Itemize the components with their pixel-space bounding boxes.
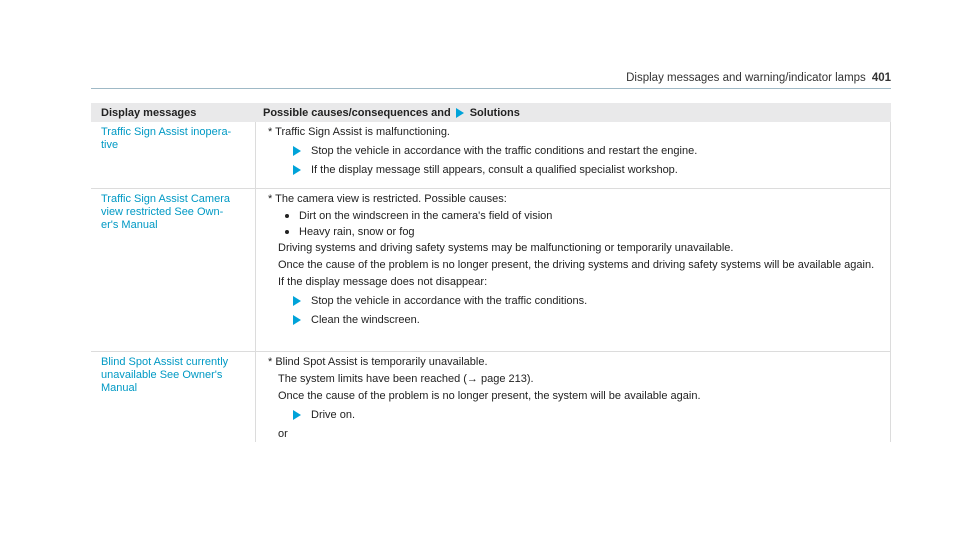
bullet-icon — [285, 214, 289, 218]
running-head — [626, 72, 891, 84]
bullet-text: Heavy rain, snow or fog — [299, 226, 415, 238]
cause-bullet — [285, 226, 882, 239]
message-cell — [91, 189, 256, 351]
arrow-right-icon — [293, 146, 301, 156]
causes-cell — [256, 189, 891, 351]
step-text: Stop the vehicle in accordance with the traffic conditions. — [311, 295, 588, 307]
header-causes-label: Possible causes/consequences and — [263, 106, 451, 119]
message-cell — [91, 122, 256, 188]
consequence-text: Once the cause of the problem is no longer present, the system will be available again. — [278, 390, 701, 402]
display-messages-table — [91, 103, 891, 442]
message-cell — [91, 352, 256, 442]
step-text: If the display message still appears, consult a qualified specialist workshop. — [311, 164, 678, 176]
condition-text: If the display message does not disappear: — [278, 276, 488, 288]
running-head-title: Display messages and warning/indicator lamps — [626, 72, 866, 84]
arrow-right-icon — [293, 296, 301, 306]
cause-text: * The camera view is restricted. Possible causes: — [268, 193, 507, 205]
table-header — [91, 103, 891, 122]
table-row — [91, 122, 891, 189]
message-text: Traffic Sign Assist inopera- tive — [101, 126, 232, 151]
step-text: Stop the vehicle in accordance with the traffic conditions and restart the engine. — [311, 145, 698, 157]
arrow-right-icon — [293, 410, 301, 420]
header-rule — [91, 88, 891, 89]
arrow-right-icon — [293, 165, 301, 175]
header-causes — [256, 107, 891, 119]
table-row — [91, 189, 891, 352]
header-display-messages: Display messages — [101, 106, 197, 119]
bullet-text: Dirt on the windscreen in the camera's field of vision — [299, 210, 553, 222]
solution-step — [293, 409, 882, 422]
page-number: 401 — [871, 72, 891, 84]
condition-text: or — [278, 428, 288, 440]
step-text: Drive on. — [311, 409, 356, 421]
solution-step — [293, 164, 882, 177]
step-text: Clean the windscreen. — [311, 314, 420, 326]
arrow-right-icon — [293, 315, 301, 325]
solution-step — [293, 295, 882, 308]
cause-text: * Blind Spot Assist is temporarily unavailable. — [268, 356, 488, 368]
arrow-right-icon — [456, 108, 464, 118]
header-solutions-label: Solutions — [469, 106, 520, 119]
table-row — [91, 352, 891, 442]
causes-cell — [256, 352, 891, 442]
cause-text: * Traffic Sign Assist is malfunctioning. — [268, 126, 450, 138]
message-text: Blind Spot Assist currently unavailable See Owner's Manual — [101, 356, 229, 394]
consequence-text: The system limits have been reached (→ page 213). — [278, 373, 534, 385]
causes-cell — [256, 122, 891, 188]
consequence-text: Once the cause of the problem is no longer present, the driving systems and driving safety systems will be available again. — [278, 259, 875, 271]
consequence-text: Driving systems and driving safety systems may be malfunctioning or temporarily unavailable. — [278, 242, 734, 254]
bullet-icon — [285, 230, 289, 234]
solution-step — [293, 145, 882, 158]
cause-bullet — [285, 210, 882, 223]
message-text: Traffic Sign Assist Camera view restricted See Own- er's Manual — [101, 193, 230, 231]
solution-step — [293, 314, 882, 327]
